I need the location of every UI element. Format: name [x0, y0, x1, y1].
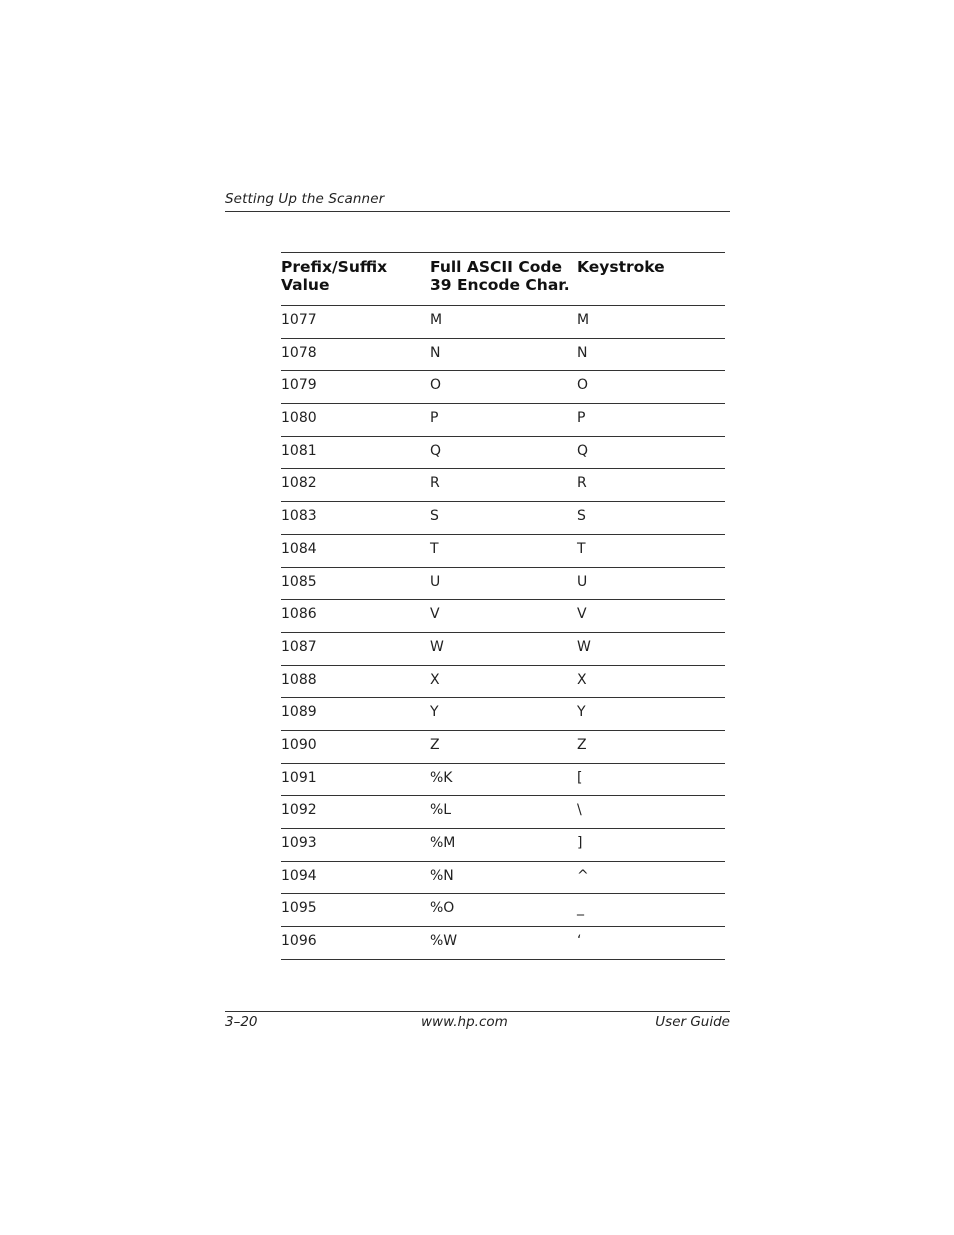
cell-prefix-suffix-value: 1079: [281, 377, 317, 394]
cell-prefix-suffix-value: 1082: [281, 475, 317, 492]
table-body: [281, 306, 725, 960]
table-row: [281, 404, 725, 437]
cell-prefix-suffix-value: 1081: [281, 442, 317, 459]
table-header: [281, 253, 725, 306]
cell-keystroke: \: [577, 802, 582, 819]
cell-prefix-suffix-value: 1090: [281, 736, 317, 753]
cell-keystroke: R: [577, 475, 587, 492]
cell-encode-char: %N: [430, 867, 454, 884]
cell-keystroke: V: [577, 606, 587, 623]
footer-guide-title: User Guide: [655, 1014, 730, 1030]
cell-encode-char: U: [430, 573, 441, 590]
cell-keystroke: O: [577, 377, 589, 394]
cell-keystroke: X: [577, 671, 587, 688]
table-row: [281, 698, 725, 731]
cell-encode-char: Y: [430, 704, 439, 721]
cell-encode-char: V: [430, 606, 440, 623]
cell-prefix-suffix-value: 1088: [281, 671, 317, 688]
cell-keystroke: ‘: [577, 933, 582, 950]
table-row: [281, 568, 725, 601]
cell-encode-char: T: [430, 540, 439, 557]
table-row: [281, 796, 725, 829]
table-row: [281, 829, 725, 862]
cell-prefix-suffix-value: 1091: [281, 769, 317, 786]
cell-encode-char: X: [430, 671, 440, 688]
cell-encode-char: W: [430, 638, 444, 655]
table-row: [281, 469, 725, 502]
table-row: [281, 894, 725, 927]
cell-encode-char: %K: [430, 769, 453, 786]
cell-encode-char: P: [430, 410, 439, 427]
cell-keystroke: S: [577, 508, 586, 525]
cell-prefix-suffix-value: 1084: [281, 540, 317, 557]
cell-prefix-suffix-value: 1093: [281, 835, 317, 851]
table-row: [281, 666, 725, 699]
cell-encode-char: %L: [430, 802, 452, 819]
cell-encode-char: S: [430, 508, 439, 525]
code-table: [281, 252, 725, 960]
cell-encode-char: Q: [430, 442, 442, 459]
cell-prefix-suffix-value: 1077: [281, 312, 317, 328]
cell-encode-char: R: [430, 475, 440, 492]
cell-encode-char: Z: [430, 736, 440, 753]
cell-encode-char: O: [430, 377, 442, 394]
cell-prefix-suffix-value: 1087: [281, 638, 317, 655]
cell-keystroke: ^: [577, 867, 589, 884]
table-row: [281, 535, 725, 568]
cell-prefix-suffix-value: 1078: [281, 344, 317, 361]
cell-keystroke: P: [577, 410, 586, 427]
cell-keystroke: _: [577, 900, 584, 917]
cell-keystroke: T: [577, 540, 586, 557]
cell-encode-char: %O: [430, 900, 455, 917]
cell-keystroke: ]: [577, 835, 583, 851]
cell-keystroke: N: [577, 344, 588, 361]
cell-prefix-suffix-value: 1096: [281, 933, 317, 950]
cell-encode-char: %M: [430, 835, 456, 851]
table-row: [281, 306, 725, 339]
table-row: [281, 862, 725, 895]
cell-keystroke: M: [577, 312, 590, 328]
table-row: [281, 339, 725, 372]
cell-prefix-suffix-value: 1089: [281, 704, 317, 721]
table-row: [281, 502, 725, 535]
cell-prefix-suffix-value: 1080: [281, 410, 317, 427]
cell-prefix-suffix-value: 1094: [281, 867, 317, 884]
footer-rule: [225, 1011, 730, 1012]
cell-keystroke: U: [577, 573, 588, 590]
cell-keystroke: [: [577, 769, 583, 786]
table-row: [281, 371, 725, 404]
table-row: [281, 927, 725, 960]
cell-keystroke: W: [577, 638, 591, 655]
cell-prefix-suffix-value: 1092: [281, 802, 317, 819]
cell-encode-char: N: [430, 344, 441, 361]
column-header-full-ascii-code: Full ASCII Code 39 Encode Char.: [430, 258, 570, 294]
cell-prefix-suffix-value: 1085: [281, 573, 317, 590]
cell-encode-char: %W: [430, 933, 458, 950]
cell-keystroke: Q: [577, 442, 589, 459]
running-head: Setting Up the Scanner: [225, 191, 385, 207]
table-row: [281, 633, 725, 666]
table-row: [281, 731, 725, 764]
page-number: 3–20: [225, 1014, 258, 1030]
table-row: [281, 437, 725, 470]
cell-prefix-suffix-value: 1095: [281, 900, 317, 917]
cell-prefix-suffix-value: 1083: [281, 508, 317, 525]
header-rule: [225, 211, 730, 212]
table-row: [281, 764, 725, 797]
footer-url: www.hp.com: [421, 1014, 508, 1030]
cell-prefix-suffix-value: 1086: [281, 606, 317, 623]
column-header-prefix-suffix-value: Prefix/Suffix Value: [281, 258, 388, 294]
cell-keystroke: Y: [577, 704, 586, 721]
cell-encode-char: M: [430, 312, 443, 328]
table-row: [281, 600, 725, 633]
cell-keystroke: Z: [577, 736, 587, 753]
column-header-keystroke: Keystroke: [577, 258, 665, 276]
